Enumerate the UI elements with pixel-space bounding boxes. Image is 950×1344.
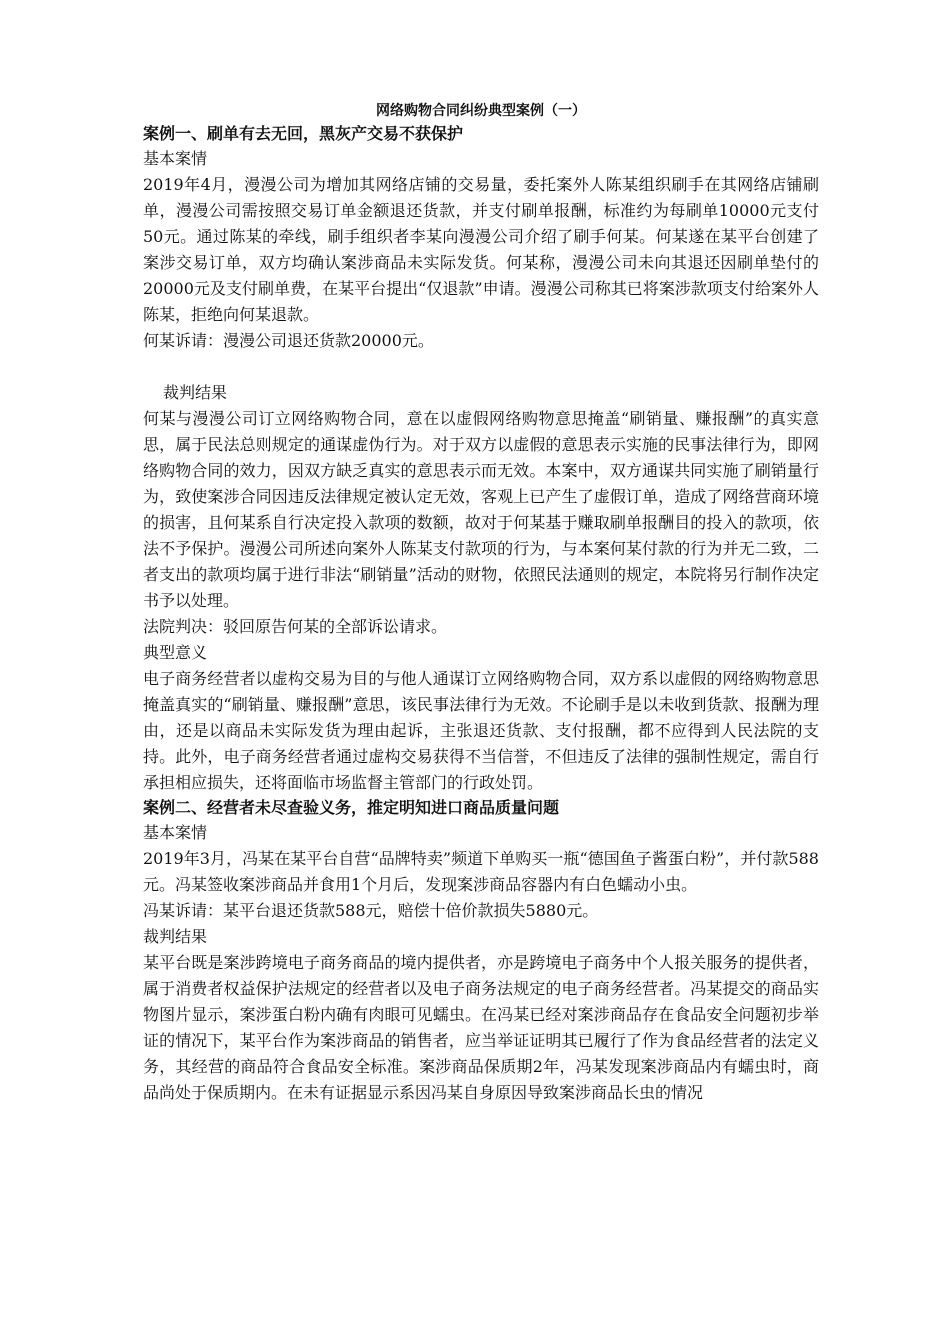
- case1-heading: 案例一、刷单有去无回，黑灰产交易不获保护: [143, 124, 464, 143]
- case2-heading: 案例二、经营者未尽查验义务，推定明知进口商品质量问题: [143, 798, 560, 817]
- case1-significance-text: 电子商务经营者以虚构交易为目的与他人通谋订立网络购物合同，双方系以虚假的网络购物意思掩盖真实的“刷销量、赚报酬”意思，该民事法律行为无效。不论刷手是以未收到货款、报酬为理由，还是以商品未实际发货为理由起诉，主张退还货款、支付报酬，都不应得到人民法院的支持。此外，电子商务经营者通过虚构交易获得不当信誉，不但违反了法律的强制性规定，需自行承担相应损失，还将面临市场监督主管部门的行政处罚。: [143, 669, 819, 792]
- case2-judgment-text: 某平台既是案涉跨境电子商务商品的境内提供者，亦是跨境电子商务中个人报关服务的提供者，属于消费者权益保护法规定的经营者以及电子商务法规定的电子商务经营者。冯某提交的商品实物图片显示，案涉蛋白粉内确有肉眼可见蠕虫。在冯某已经对案涉商品存在食品安全问题初步举证的情况下，某平台作为案涉商品的销售者，应当举证证明其已履行了作为食品经营者的法定义务，其经营的商品符合食品安全标准。案涉商品保质期2年，冯某发现案涉商品内有蠕虫时，商品尚处于保质期内。在未有证据显示系因冯某自身原因导致案涉商品长虫的情况: [143, 953, 819, 1102]
- spacer: [143, 354, 819, 380]
- case2-claim: 冯某诉请：某平台退还货款588元，赔偿十倍价款损失5880元。: [143, 901, 599, 920]
- case1-ruling: 法院判决：驳回原告何某的全部诉讼请求。: [143, 617, 448, 636]
- case1-significance-label: 典型意义: [143, 643, 208, 662]
- case2-facts-label: 基本案情: [143, 823, 208, 842]
- case2-facts-text: 2019年3月，冯某在某平台自营“品牌特卖”频道下单购买一瓶“德国鱼子酱蛋白粉”，并付款588元。冯某签收案涉商品并食用1个月后，发现案涉商品容器内有白色蠕动小虫。: [143, 849, 819, 894]
- document-title: 网络购物合同纠纷典型案例（一）: [376, 103, 586, 119]
- case1-claim: 何某诉请：漫漫公司退还货款20000元。: [143, 331, 434, 350]
- case2-judgment-label: 裁判结果: [143, 927, 208, 946]
- case1-facts-text: 2019年4月，漫漫公司为增加其网络店铺的交易量，委托案外人陈某组织刷手在其网络店铺刷单，漫漫公司需按照交易订单金额退还货款，并支付刷单报酬，标准约为每刷单10000元支付50元。通过陈某的牵线，刷手组织者李某向漫漫公司介绍了刷手何某。何某遂在某平台创建了案涉交易订单，双方均确认案涉商品未实际发货。何某称，漫漫公司未向其退还因刷单垫付的20000元及支付刷单费，在某平台提出“仅退款”申请。漫漫公司称其已将案涉款项支付给案外人陈某，拒绝向何某退款。: [143, 175, 819, 324]
- case1-judgment-text: 何某与漫漫公司订立网络购物合同，意在以虚假网络购物意思掩盖“刷销量、赚报酬”的真实意思，属于民法总则规定的通谋虚伪行为。对于双方以虚假的意思表示实施的民事法律行为，即网络购物合同的效力，因双方缺乏真实的意思表示而无效。本案中，双方通谋共同实施了刷销量行为，致使案涉合同因违反法律规定被认定无效，客观上已产生了虚假订单，造成了网络营商环境的损害，且何某系自行决定投入款项的数额，故对于何某基于赚取刷单报酬目的投入的款项，依法不予保护。漫漫公司所述向案外人陈某支付款项的行为，与本案何某付款的行为并无二致，二者支出的款项均属于进行非法“刷销量”活动的财物，依照民法通则的规定，本院将另行制作决定书予以处理。: [143, 409, 819, 610]
- case1-judgment-label: 裁判结果: [163, 383, 228, 402]
- document-page: [143, 100, 819, 1106]
- case1-facts-label: 基本案情: [143, 149, 208, 168]
